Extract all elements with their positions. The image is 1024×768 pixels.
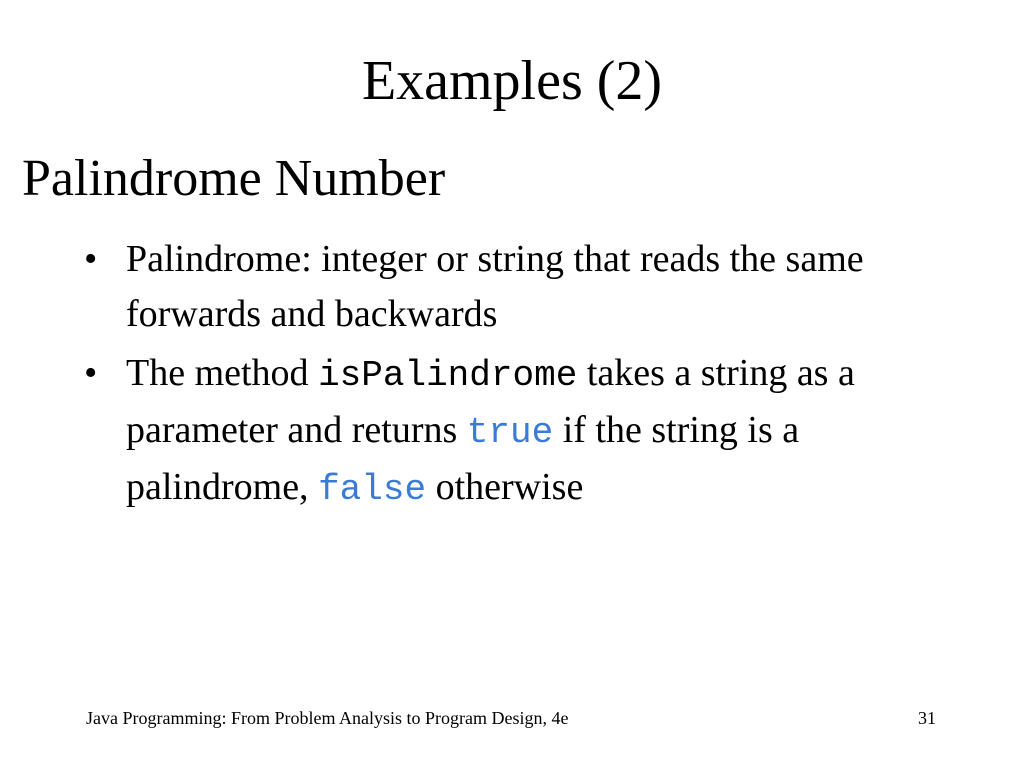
bullet-item-method-description <box>84 346 964 517</box>
bullet-text-part: The method <box>126 352 319 394</box>
bullet-icon: • <box>84 238 98 280</box>
code-method-name: isPalindrome <box>318 355 578 396</box>
bullet-text-part: if the string is a palindrome, <box>126 409 800 508</box>
bullet-text-part: otherwise <box>426 466 584 508</box>
bullet-item-palindrome-definition <box>84 232 964 342</box>
page-number: 31 <box>918 708 936 728</box>
bullet-icon: • <box>84 352 98 394</box>
bullet-text-part: takes a string as a parameter and returns <box>126 352 855 451</box>
slide-title: Examples (2) <box>361 50 663 112</box>
code-keyword-true: true <box>466 412 554 453</box>
bullet-list <box>84 232 964 521</box>
footer-book-title: Java Programming: From Problem Analysis to Program Design, 4e <box>86 708 569 728</box>
section-heading: Palindrome Number <box>22 150 446 207</box>
code-keyword-false: false <box>318 469 427 510</box>
bullet-text: Palindrome: integer or string that reads the same forwards and backwards <box>126 238 864 335</box>
